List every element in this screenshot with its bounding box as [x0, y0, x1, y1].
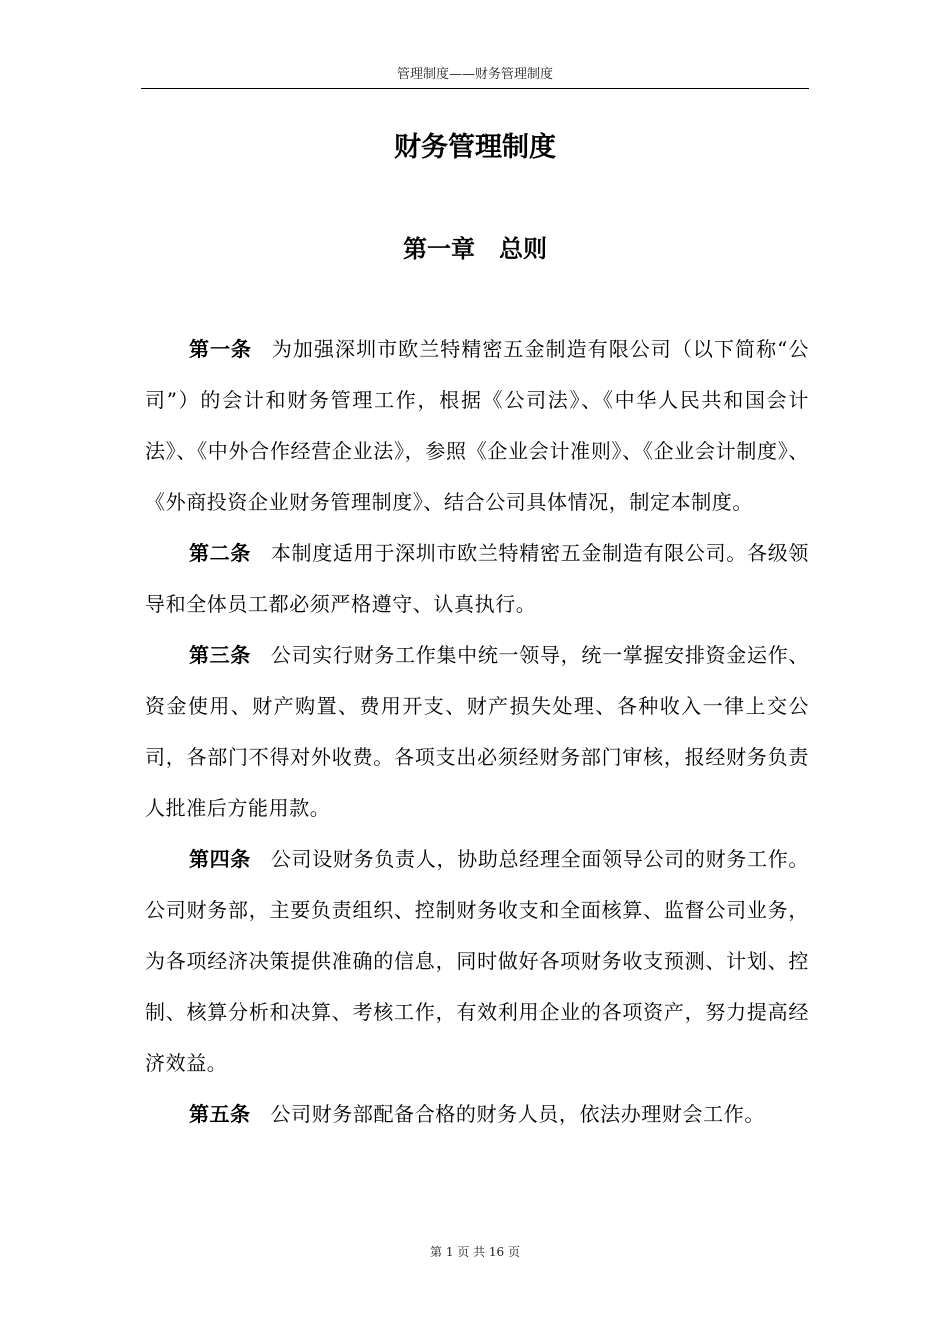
page-number-footer: 第 1 页 共 16 页: [430, 1245, 520, 1259]
running-header: 管理制度——财务管理制度: [396, 67, 553, 82]
article-label: 第五条: [189, 1102, 251, 1126]
article-text: 本制度适用于深圳市欧兰特精密五金制造有限公司。各级领导和全体员工都必须严格遵守、认真执行。: [145, 541, 809, 616]
article-2: [145, 528, 809, 630]
document-body: [145, 324, 809, 1140]
article-label: 第三条: [189, 643, 251, 667]
article-1: [145, 324, 809, 528]
article-text: 公司设财务负责人，协助总经理全面领导公司的财务工作。公司财务部，主要负责组织、控制财务收支和全面核算、监督公司业务，为各项经济决策提供准确的信息，同时做好各项财务收支预测、计划、控制、核算分析和决算、考核工作，有效利用企业的各项资产，努力提高经济效益。: [145, 847, 809, 1075]
document-title: 财务管理制度: [394, 132, 556, 163]
header-rule: [141, 88, 809, 89]
article-label: 第一条: [189, 337, 252, 361]
article-text: 公司实行财务工作集中统一领导，统一掌握安排资金运作、资金使用、财产购置、费用开支、财产损失处理、各种收入一律上交公司，各部门不得对外收费。各项支出必须经财务部门审核，报经财务负责人批准后方能用款。: [145, 643, 809, 820]
article-5: [145, 1089, 809, 1140]
article-3: [145, 630, 809, 834]
article-label: 第四条: [189, 847, 251, 871]
chapter-title: 第一章 总则: [403, 235, 547, 263]
article-text: 公司财务部配备合格的财务人员，依法办理财会工作。: [270, 1102, 765, 1126]
article-label: 第二条: [189, 541, 251, 565]
article-text: 为加强深圳市欧兰特精密五金制造有限公司（以下简称“公司”）的会计和财务管理工作，根据《公司法》、《中华人民共和国会计法》、《中外合作经营企业法》，参照《企业会计准则》、《企业会计制度》、《外商投资企业财务管理制度》、结合公司具体情况，制定本制度。: [145, 337, 809, 514]
article-4: [145, 834, 809, 1089]
